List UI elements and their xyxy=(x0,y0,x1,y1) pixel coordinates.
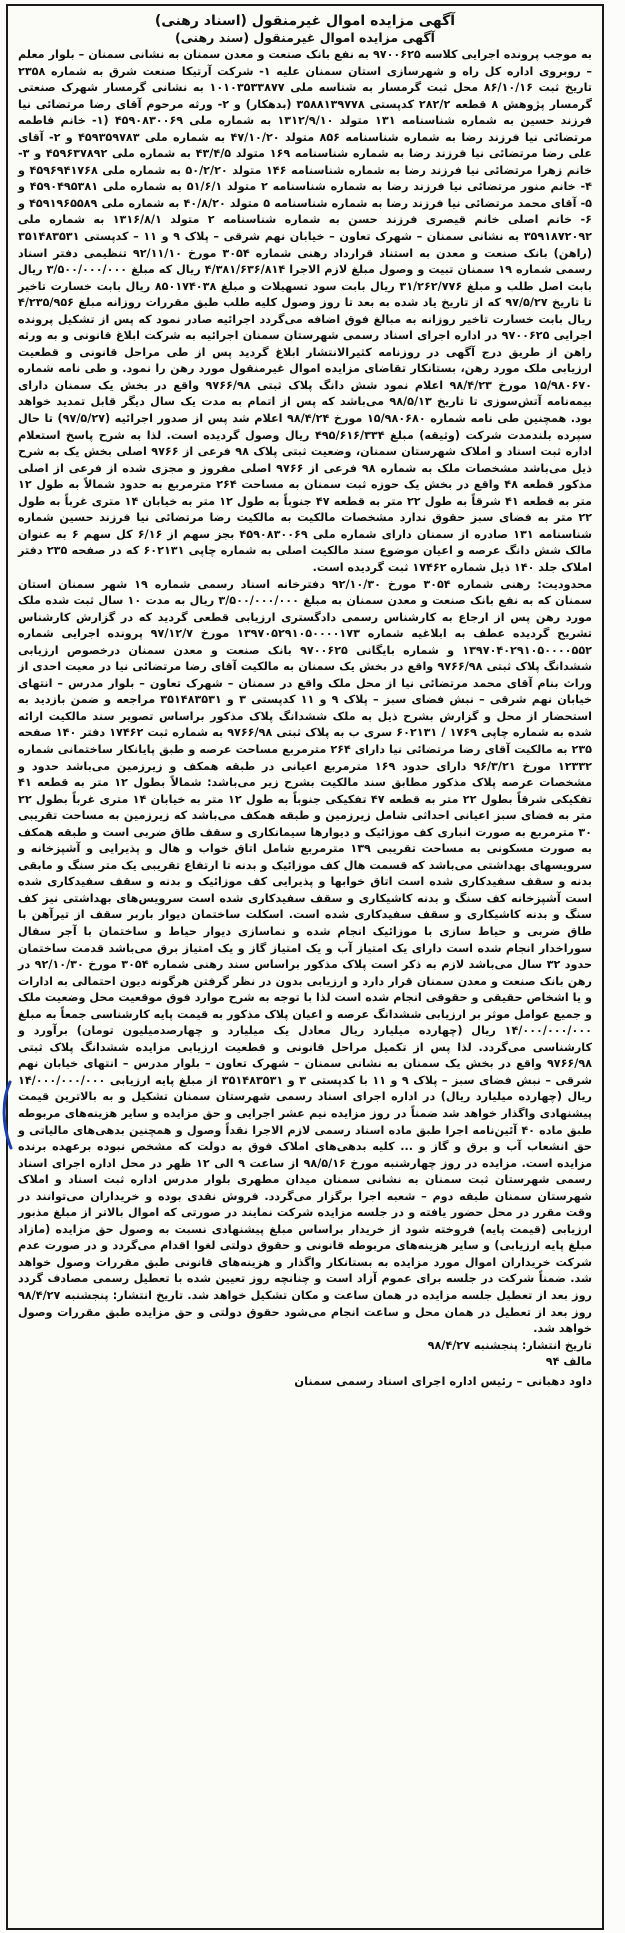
notice-paragraph-2: محدودیت: رهنی شماره ۳۰۵۴ مورخ ۹۲/۱۰/۳۰ دفترخانه اسناد رسمی شماره ۱۹ شهر سمنان استان سمنان که به نفع بانک صنعت و معدن سمنان به مبلغ ۳/۵۰۰/۰۰۰/۰۰۰ ریال به مدت ۱۰ سال ثبت شده ملک مورد رهن پس از ارجاع به کارشناس رسمی دادگستری ارزیابی قطعی گردید که در گزارش کارشناس تشریح گردیده عطف به ابلاغیه شماره ۱۳۹۷۰۵۲۹۱۰۵۰۰۰۰۱۷۳ مورخ ۹۷/۱۲/۷ پرونده اجرایی شماره ۱۳۹۷۰۴۰۲۹۱۰۵۰۰۰۰۵۵۲ و شماره بایگانی ۹۷۰۰۶۲۵ بانک صنعت و معدن سمنان درخصوص ارزیابی ششدانگ پلاک ثبتی ۹۷۶۶/۹۸ واقع در بخش یک سمنان به مالکیت آقای رضا مرتضائی نیا در معیت احدی از وراث بنام آقای محمد مرتضائی نیا از محل ملک واقع در سمنان – شهرک تعاون – بلوار مدرس – انتهای خیابان نهم شرقی – نبش فضای سبز – پلاک ۹ و ۱۱ کدپستی ۳ و ۳۵۱۴۸۳۵۳۱ مراجعه و ضمن بازدید به استحضار از محل و گزارش بشرح ذیل به ملک ششدانگ پلاک مذکور براساس تصویر سند مالکیت ارائه شده به شماره چاپی ۱۷۶۹ / ۶۰۲۱۳۱ سری ب به پلاک ثبتی ۹۷۶۶/۹۸ به شماره ثبت ۱۷۴۶۲ دفتر ۱۴۰ صفحه ۲۳۵ به مالکیت آقای رضا مرتضائی نیا دارای ۲۶۴ مترمربع مساحت عرصه و طبق پایانکار ساختمانی شماره ۱۲۳۳۲ مورخ ۹۶/۳/۲۱ دارای حدود ۱۶۹ مترمربع اعیانی در طبقه همکف و زیرزمین می‌باشد حدود و مشخصات عرصه پلاک مذکور مطابق سند مالکیت بشرح زیر می‌باشد: شمالاً بطول ۱۲ متر به قطعه ۴۱ تفکیکی شرقاً بطول ۲۲ متر به قطعه ۴۷ تفکیکی جنوباً به طول ۱۲ متر به خیابان ۱۴ متری غرباً بطول ۲۲ متر به فضای سبز اعیانی احداثی شامل زیرزمین و طبقه همکف می‌باشد که زیرزمین به مساحت تقریبی ۳۰ مترمربع به صورت انباری کف موزائیک و دیوارها سیمانکاری و سقف طاق ضربی است و طبقه همکف به صورت مسکونی به مساحت تقریبی ۱۳۹ مترمربع شامل اتاق خواب و هال و پذیرایی و آشپزخانه و سرویسهای بهداشتی می‌باشد که قسمت هال کف موزائیک و بدنه تا ارتفاع تقریبی یک متر سنگ و مابقی بدنه و سقف سفیدکاری شده است اتاق خوابها و پذیرایی کف موزائیک و بدنه و سقف سفیدکاری شده است آشپزخانه کف سنگ و بدنه کاشیکاری و سقف سفیدکاری شده است سرویس‌های بهداشتی نیز کف سنگ و بدنه کاشیکاری و سقف سفیدکاری شده است. اسکلت ساختمان دیوار باربر سقف از تیرآهن با طاق ضربی و حیاط سازی با موزائیک انجام شده و نماسازی دیوار حیاط و ساختمان با آجر سفال سوراخدار انجام شده است دارای یک امتیاز آب و یک امتیاز گاز و یک امتیاز برق می‌باشد قدمت ساختمان حدود ۳۲ سال می‌باشد لازم به ذکر است پلاک مذکور براساس سند رهنی شماره ۳۰۵۴ مورخ ۹۲/۱۰/۳۰ در رهن بانک صنعت و معدن سمنان قرار دارد و ارزیابی بدون در نظر گرفتن هرگونه دیون احتمالی به ادارات و یا اشخاص حقیقی و حقوقی انجام شده است لذا با توجه به شرح موارد فوق موقعیت محل وضعیت ملک و جمیع عوامل موثر بر ارزیابی ششدانگ عرصه و اعیان پلاک مذکور به قیمت پایه کارشناسی جمعاً به مبلغ ۱۴/۰۰۰/۰۰۰/۰۰۰ ریال (چهارده میلیارد ریال معادل یک میلیارد و چهارصدمیلیون تومان) برآورد و کارشناسی می‌گردد. لذا پس از تکمیل مراحل قانونی و قطعیت ارزیابی مزایده ششدانگ پلاک ثبتی ۹۷۶۶/۹۸ واقع در بخش یک سمنان به نشانی سمنان – شهرک تعاون – بلوار مدرس – انتهای خیابان نهم شرقی – نبش فضای سبز – پلاک ۹ و ۱۱ با کدپستی ۳ و ۳۵۱۴۸۳۵۳۱ از مبلغ پایه ارزیابی ۱۴/۰۰۰/۰۰۰/۰۰۰ ریال (چهارده میلیارد ریال) در اداره اجرای اسناد رسمی شهرستان سمنان تشکیل و به بالاترین قیمت پیشنهادی واگذار خواهد شد ضمناً در روز مزایده نیم عشر اجرایی و حق مزایده و سایر هزینه‌های مربوطه طبق ماده ۴۰ آئین‌نامه اجرا طبق ماده اسناد رسمی لازم الاجرا نقداً وصول و همچنین بدهی‌های مالیاتی و حق انشعاب آب و برق و گاز و ... کلیه بدهی‌های املاک فوق به دولت که مشخص نبوده برعهده برنده مزایده است. مزایده در روز چهارشنبه مورخ ۹۸/۵/۱۶ از ساعت ۹ الی ۱۲ ظهر در محل اداره اجرای اسناد رسمی شهرستان ثبت سمنان به نشانی سمنان میدان مطهری بلوار مدرس اداره ثبت اسناد و املاک شهرستان سمنان طبقه دوم – شعبه اجرا برگزار می‌گردد. فروش نقدی بوده و خریداران می‌توانند در وقت مقرر در محل حضور یافته و در جلسه مزایده شرکت نمایند در صورتی که اموال بالاتر از مبلغ مذبور ارزیابی (قیمت پایه) فروخته شود از خریدار براساس مبلغ پیشنهادی نسبت به وصول حق مزایده (مازاد مبلغ پایه ارزیابی) و سایر هزینه‌های مربوطه قانونی و حقوق دولتی لغوا اقدام می‌گردد و در صورت عدم شرکت خریداران اموال مورد مزایده به بستانکار واگذار و هزینه‌های قانونی طبق مقررات وصول خواهد شد. ضمناً شرکت در جلسه برای عموم آزاد است و چنانچه روز تعیین شده با تعطیل رسمی مصادف گردد روز بعد از تعطیل جلسه مزایده در همان ساعت و مکان تشکیل خواهد شد. تاریخ انتشار: پنجشنبه ۹۸/۴/۲۷ روز بعد از تعطیل در همان محل و ساعت انجام می‌شود حقوق دولتی و حق مزایده طبق مقررات وصول خواهد شد. xyxy=(18,577,593,1336)
publish-date: تاریخ انتشار: پنجشنبه ۹۸/۴/۲۷ xyxy=(427,1338,592,1352)
reference-number: مالف ۹۴ xyxy=(545,1355,592,1369)
notice-subtitle: آگهی مزایده اموال غیرمنقول (سند رهنی) xyxy=(175,30,435,45)
stray-pen-mark-icon xyxy=(0,1080,14,1150)
notice-paragraph-1: به موجب پرونده اجرایی کلاسه ۹۷۰۰۶۲۵ به نفع بانک صنعت و معدن سمنان به نشانی سمنان – بلوار معلم – روبروی اداره کل راه و شهرسازی استان سمنان علیه ۱- شرکت آرتیکا صنعت شرق به شماره ۲۳۵۸ تاریخ ثبت ۸۶/۱۰/۱۶ محل ثبت گرمسار به شناسه ملی ۱۰۱۰۳۵۳۳۸۷۷ به نشانی گرمسار شهرک صنعتی گرمسار پژوهش ۸ قطعه ۲۸۲/۲ کدپستی ۳۵۸۸۱۳۹۷۷۸ (بدهکار) و ۲- ورثه مرحوم آقای رضا مرتضائی نیا فرزند حسین به شماره شناسنامه ۱۳۱ متولد ۱۳۱۲/۹/۱۰ به شماره ملی ۴۵۹۰۸۳۰۰۶۹ (۱- خانم فاطمه مرتضائی نیا فرزند رضا به شماره شناسنامه ۸۵۶ متولد ۴۷/۱۰/۲۰ به شماره ملی ۴۵۹۳۵۹۷۸۳ و ۲- آقای علی رضا مرتضائی نیا فرزند رضا به شماره شناسنامه ۱۶۹ متولد ۴۳/۴/۵ به شماره ملی ۴۵۹۶۳۷۸۹۲ و ۳- خانم زهرا مرتضائی نیا فرزند رضا به شماره شناسنامه ۱۴۶ متولد ۵۰/۲/۲۰ به شماره ملی ۴۵۹۶۹۴۱۷۶۸ و ۴- خانم منور مرتضائی نیا فرزند رضا به شماره شناسنامه ۲ متولد ۵۱/۶/۱ به شماره ملی ۴۵۹۰۴۹۵۳۸۱ و ۵- آقای محمد مرتضائی نیا فرزند رضا به شماره شناسنامه ۵ متولد ۴۰/۸/۲۰ به شماره ملی ۴۵۹۱۹۶۵۵۸۹ و ۶- خانم اصلی خانم قیصری فرزند حسن به شماره شناسنامه ۲ متولد ۱۳۱۶/۸/۱ به شماره ملی ۳۵۹۱۸۷۲۰۹۲ به نشانی سمنان – شهرک تعاون – خیابان نهم شرقی – پلاک ۹ و ۱۱ – کدپستی ۳۵۱۴۸۳۵۳۱ (راهن) بانک صنعت و معدن به استناد قرارداد رهنی شماره ۳۰۵۴ مورخ ۹۲/۱۱/۱۰ تنظیمی دفتر اسناد رسمی شماره ۱۹ سمنان تبیت و وصول مبلغ لازم الاجرا ۴/۳۸۱/۶۳۶/۸۱۴ ریال که مبلغ ۳/۵۰۰/۰۰۰/۰۰۰ ریال بابت اصل طلب و مبلغ ۳۱/۲۶۲/۷۷۶ ریال بابت سود تسهیلات و مبلغ ۸۵۰۱۷۴۰۳۸ ریال بابت خسارت تاخیر تا تاریخ ۹۷/۵/۲۷ که از تاریخ یاد شده به بعد تا روز وصول کلیه طلب طبق مقررات روزانه مبلغ ۴/۲۳۵/۹۵۶ ریال بابت خسارت تاخیر روزانه به مبالغ فوق اضافه می‌گردد اجرائیه صادر نمود که پس از تشکیل پرونده اجرایی ۹۷۰۰۶۲۵ در اداره اجرای اسناد رسمی شهرستان سمنان اجرائیه به شرکت ابلاغ قانونی و به ورثه راهن از طریق درج آگهی در روزنامه کثیرالانتشار ابلاغ گردید پس از طی مراحل قانونی و قطعیت ارزیابی ملک مورد رهن، بستانکار تقاضای مزایده اموال غیرمنقول مورد رهن را نمود. و طی نامه شماره ۱۵/۹۸۰۶۷۰ مورخ ۹۸/۴/۲۳ اعلام نمود شش دانگ پلاک ثبتی ۹۷۶۶/۹۸ واقع در بخش یک سمنان دارای بیمه‌نامه آتش‌سوزی تا تاریخ ۹۸/۵/۱۳ می‌باشد که پس از اتمام به مدت یک سال دیگر قابل تمدید خواهد بود. همچنین طی نامه شماره ۱۵/۹۸۰۶۸۰ مورخ ۹۸/۴/۲۴ اعلام شد پس از صدور اجرائیه (۹۷/۵/۲۷) تا حال سپرده بلندمدت شرکت (وثیقه) مبلغ ۴۹۵/۶۱۶/۳۳۴ ریال وصول گردیده است. لذا به شرح پاسخ استعلام اداره ثبت اسناد و املاک شهرستان سمنان، وضعیت ثبتی پلاک ۹۸ فرعی از ۹۷۶۶ اصلی بخش یک به شرح ذیل می‌باشد مشخصات ملک به شماره ۹۸ فرعی از ۹۷۶۶ اصلی مفروز و مجزی شده از فرعی از اصلی مذکور قطعه ۴۸ واقع در بخش یک حوزه ثبت سمنان به مساحت ۲۶۴ مترمربع به حدود شمالاً به طول ۱۲ متر به قطعه ۴۱ شرقاً به طول ۲۲ متر به قطعه ۴۷ جنوباً به طول ۱۲ متر به خیابان ۱۴ متری غرباً به طول ۲۲ متر به فضای سبز حقوق ندارد مشخصات مالکیت به مالکیت رضا مرتضائی نیا فرزند حسین شماره شناسنامه ۱۳۱ صادره از سمنان دارای شماره ملی ۴۵۹۰۸۳۰۰۶۹ بجز سهم از ۶/۱۶ کل سهم ۶ به عنوان مالک شش دانگ عرصه و اعیان موضوع سند مالکیت اصلی به شماره چاپی ۶۰۲۱۳۱ که در صفحه ۲۳۵ دفتر املاک جلد ۱۴۰ ذیل شماره ۱۷۴۶۲ ثبت گردیده است. xyxy=(18,48,593,574)
notice-title: آگهی مزایده اموال غیرمنقول (اسناد رهنی) xyxy=(154,13,456,29)
signature: داود دهبانی – رئیس اداره اجرای اسناد رسمی سمنان xyxy=(294,1373,592,1388)
notice-body xyxy=(18,47,592,1371)
notice-frame xyxy=(6,4,604,1930)
